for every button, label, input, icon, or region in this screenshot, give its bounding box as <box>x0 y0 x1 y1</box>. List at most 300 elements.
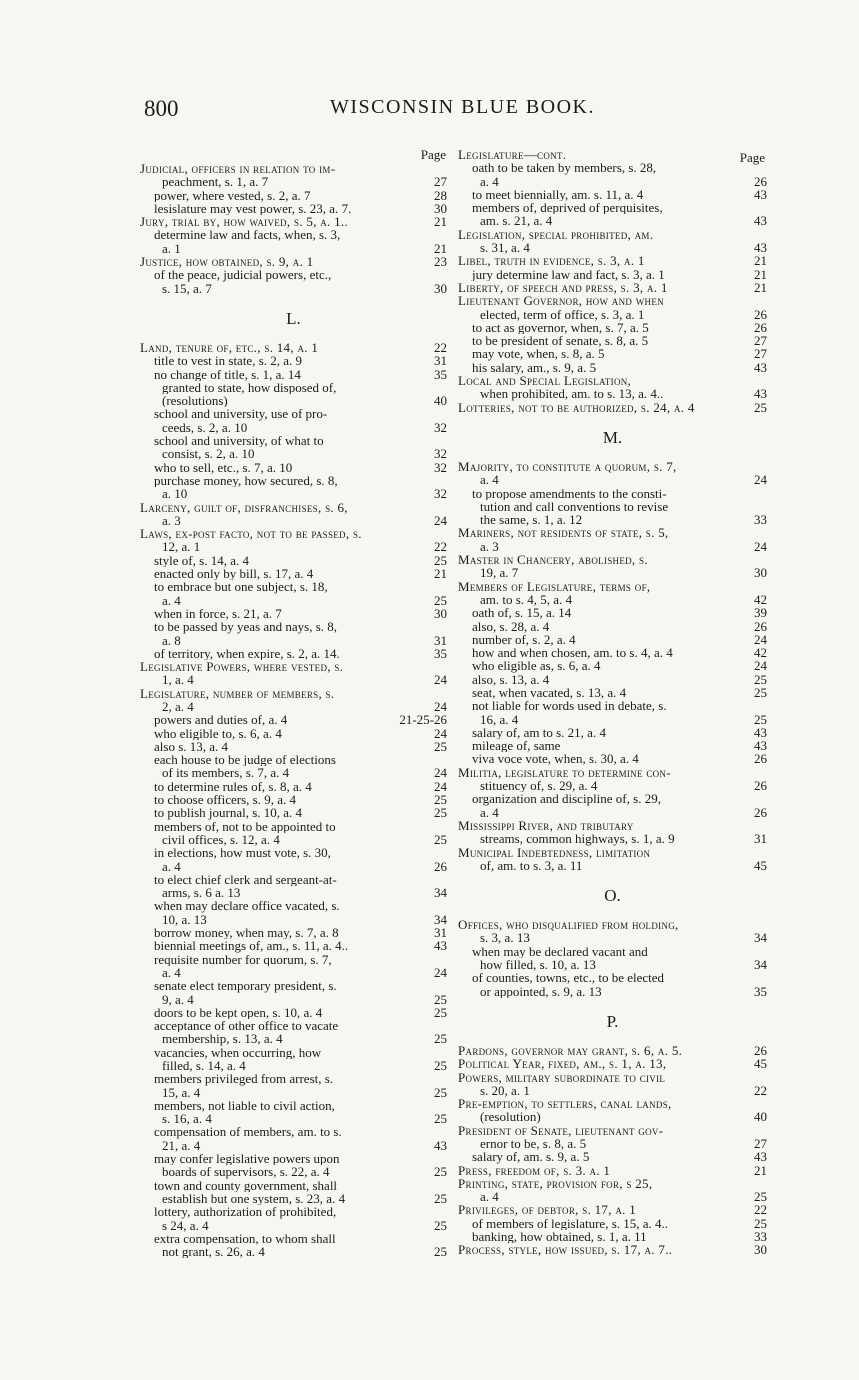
index-entry-continuation <box>140 540 447 553</box>
index-heading-entry <box>140 660 447 673</box>
entry-text: oath of, s. 15, a. 14 <box>472 606 572 620</box>
entry-text: ceeds, s. 2, a. 10 <box>162 420 248 435</box>
index-subentry <box>458 334 767 347</box>
entry-text: school and university, use of pro- <box>154 407 328 421</box>
entry-page-number: 25 <box>751 1190 767 1203</box>
entry-text: the same, s. 1, a. 12 <box>480 513 583 527</box>
index-heading-entry <box>458 918 767 931</box>
entry-page-number: 40 <box>751 1110 767 1123</box>
entry-page-number: 25 <box>751 686 767 699</box>
entry-page-number: 21 <box>751 268 767 281</box>
index-subentry <box>458 347 767 360</box>
index-heading-entry <box>458 294 767 307</box>
index-entry-continuation <box>458 931 767 944</box>
index-subentry <box>458 633 767 646</box>
section-letter: M. <box>602 427 623 447</box>
index-entry-continuation <box>458 1137 767 1150</box>
index-entry-continuation <box>140 447 447 460</box>
entry-page-number: 31 <box>431 354 447 367</box>
index-subentry <box>140 189 447 202</box>
entry-text: s. 16, a. 4 <box>162 1112 212 1126</box>
index-heading-entry <box>140 215 447 228</box>
entry-text: 2, a. 4 <box>162 699 194 714</box>
entry-text: 10, a. 13 <box>162 912 207 927</box>
entry-text: s. 3, a. 13 <box>480 931 530 945</box>
index-entry-continuation <box>458 593 767 606</box>
entry-page-number: 27 <box>431 175 447 188</box>
entry-page-number: 25 <box>431 793 447 806</box>
entry-text: filled, s. 14, a. 4 <box>162 1059 246 1073</box>
left-index-entries <box>140 162 447 1258</box>
entry-page-number: 24 <box>431 966 447 979</box>
entry-page-number: 26 <box>751 175 767 188</box>
entry-page-number: 22 <box>751 1203 767 1216</box>
index-subentry <box>140 793 447 806</box>
index-subentry <box>458 361 767 374</box>
entry-text: a. 3 <box>162 513 181 528</box>
entry-text: to embrace but one subject, s. 18, <box>154 580 328 594</box>
entry-text: 1, a. 4 <box>162 673 194 687</box>
index-subentry <box>458 646 767 659</box>
entry-page-number: 43 <box>431 1139 447 1152</box>
entry-text: members privileged from arrest, s. <box>154 1072 334 1086</box>
entry-text: Local and Special Legislation, <box>458 374 632 388</box>
entry-text: granted to state, how disposed of, <box>162 380 337 395</box>
entry-page-number: 34 <box>431 886 447 899</box>
index-subentry <box>458 487 767 500</box>
entry-text: viva voce vote, when, s. 30, a. 4 <box>472 752 639 766</box>
entry-text: a. 4 <box>162 965 181 980</box>
entry-page-number: 25 <box>751 673 767 686</box>
entry-text: civil offices, s. 12, a. 4 <box>162 832 280 847</box>
entry-text: salary of, am. s. 9, a. 5 <box>472 1150 590 1164</box>
entry-page-number: 25 <box>431 1112 447 1125</box>
entry-text: Judicial, officers in relation to im- <box>140 162 336 176</box>
entry-text: 21, a. 4 <box>162 1138 201 1153</box>
entry-text: 16, a. 4 <box>480 712 519 726</box>
index-subentry <box>140 567 447 580</box>
index-heading-entry <box>458 1164 767 1177</box>
entry-page-number: 21 <box>431 567 447 580</box>
index-subentry <box>140 268 447 281</box>
entry-page-number: 24 <box>431 727 447 740</box>
entry-text: elected, term of office, s. 3, a. 1 <box>480 307 645 321</box>
entry-page-number: 30 <box>751 1243 767 1256</box>
index-heading-entry <box>458 580 767 593</box>
entry-text: Printing, state, provision for, s 25, <box>458 1176 653 1191</box>
entry-text: s. 15, a. 7 <box>162 281 212 295</box>
entry-page-number: 25 <box>431 1059 447 1072</box>
index-subentry <box>458 1217 767 1230</box>
entry-text: arms, s. 6 a. 13 <box>162 886 241 900</box>
entry-text: a. 4 <box>162 593 181 607</box>
index-entry-continuation <box>140 1219 447 1232</box>
entry-page-number: 24 <box>431 700 447 713</box>
entry-page-number: 25 <box>751 713 767 726</box>
index-entry-continuation <box>458 859 767 872</box>
entry-page-number: 25 <box>431 1006 447 1019</box>
index-subentry <box>140 713 447 726</box>
entry-text: to elect chief clerk and sergeant-at- <box>154 872 337 887</box>
entry-page-number: 21 <box>751 1164 767 1177</box>
index-subentry <box>140 873 447 886</box>
entry-text: Process, style, how issued, s. 17, a. 7.. <box>458 1243 673 1257</box>
index-entry-continuation <box>140 487 447 500</box>
entry-text: a. 10 <box>162 487 188 501</box>
entry-page-number: 31 <box>431 634 447 647</box>
entry-text: members of, deprived of perquisites, <box>472 201 663 215</box>
index-subentry <box>140 1205 447 1218</box>
entry-text: Libel, truth in evidence, s. 3, a. 1 <box>458 254 645 268</box>
entry-page-number: 24 <box>431 673 447 686</box>
index-subentry <box>140 926 447 939</box>
entry-text: vacancies, when occurring, how <box>154 1045 322 1059</box>
entry-text: Pardons, governor may grant, s. 6, a. 5. <box>458 1043 683 1058</box>
index-heading-entry <box>458 526 767 539</box>
index-subentry <box>140 753 447 766</box>
index-entry-continuation <box>140 966 447 979</box>
entry-text: stituency of, s. 29, a. 4 <box>480 779 598 793</box>
index-entry-continuation <box>140 673 447 686</box>
entry-text: Liberty, of speech and press, s. 3, a. 1 <box>458 280 668 295</box>
entry-text: also, s. 13, a. 4 <box>472 672 550 686</box>
index-entry-continuation <box>140 886 447 899</box>
entry-text: (resolution) <box>480 1110 541 1124</box>
entry-text: also s. 13, a. 4 <box>154 739 229 754</box>
index-subentry <box>458 739 767 752</box>
right-column-page-label: Page <box>739 150 765 165</box>
entry-text: to propose amendments to the consti- <box>472 486 667 500</box>
index-entry-continuation <box>458 473 767 486</box>
entry-text: to meet biennially, am. s. 11, a. 4 <box>472 187 644 202</box>
index-entry-continuation <box>140 833 447 846</box>
entry-text: establish but one system, s. 23, a. 4 <box>162 1191 346 1206</box>
index-subentry <box>458 686 767 699</box>
entry-page-number: 30 <box>431 282 447 295</box>
entry-page-number: 25 <box>431 1165 447 1178</box>
entry-text: Land, tenure of, etc., s. 14, a. 1 <box>140 340 319 355</box>
entry-page-number: 22 <box>751 1084 767 1097</box>
entry-text: how and when chosen, am. to s. 4, a. 4 <box>472 646 673 660</box>
entry-text: a. 4 <box>162 859 181 873</box>
entry-page-number: 43 <box>751 1150 767 1163</box>
entry-text: purchase money, how secured, s. 8, <box>154 473 338 488</box>
index-entry-continuation <box>140 394 447 407</box>
entry-text: salary of, am to s. 21, a. 4 <box>472 725 606 740</box>
entry-page-number: 43 <box>751 241 767 254</box>
index-subentry <box>140 1046 447 1059</box>
entry-page-number: 43 <box>751 387 767 400</box>
page-title: WISCONSIN BLUE BOOK. <box>330 96 595 118</box>
entry-page-number: 25 <box>431 1086 447 1099</box>
entry-text: lesislature may vest power, s. 23, a. 7. <box>154 201 352 216</box>
entry-text: Press, freedom of, s. 3. a. 1 <box>458 1163 611 1177</box>
entry-text: when may be declared vacant and <box>472 944 648 959</box>
entry-page-number: 25 <box>751 401 767 414</box>
index-entry-continuation <box>140 766 447 779</box>
entry-page-number: 24 <box>431 780 447 793</box>
entry-text: Jury, trial by, how waived, s. 5, a. 1.. <box>140 215 349 229</box>
entry-text: Legislative Powers, where vested, s. <box>140 660 344 674</box>
entry-text: s. 31, a. 4 <box>480 241 530 255</box>
index-subentry <box>140 1152 447 1165</box>
section-letter: P. <box>606 1011 619 1031</box>
index-subentry <box>140 474 447 487</box>
entry-page-number: 35 <box>751 985 767 998</box>
entry-text: who eligible as, s. 6, a. 4 <box>472 659 601 673</box>
entry-text: requisite number for quorum, s. 7, <box>154 952 332 966</box>
index-subentry <box>140 820 447 833</box>
entry-text: seat, when vacated, s. 13, a. 4 <box>472 685 627 700</box>
index-subentry <box>458 971 767 984</box>
entry-text: extra compensation, to whom shall <box>154 1231 336 1246</box>
entry-text: enacted only by bill, s. 17, a. 4 <box>154 567 314 581</box>
index-heading-entry <box>458 228 767 241</box>
entry-text: tution and call conventions to revise <box>480 499 669 514</box>
entry-text: Lieutenant Governor, how and when <box>458 294 664 308</box>
section-letter: L. <box>286 308 301 328</box>
entry-page-number: 32 <box>431 421 447 434</box>
entry-text: President of Senate, lieutenant gov- <box>458 1123 664 1137</box>
entry-text: Mississippi River, and tributary <box>458 818 634 833</box>
entry-text: acceptance of other office to vacate <box>154 1019 339 1033</box>
entry-text: Larceny, guilt of, disfranchises, s. 6, <box>140 500 348 514</box>
index-subentry <box>140 727 447 740</box>
entry-page-number: 25 <box>751 1217 767 1230</box>
entry-page-number: 23 <box>431 255 447 268</box>
entry-text: Powers, military subordinate to civil <box>458 1070 666 1084</box>
index-entry-continuation <box>458 513 767 526</box>
index-entry-continuation <box>140 381 447 394</box>
index-entry-continuation <box>458 713 767 726</box>
entry-page-number: 34 <box>751 931 767 944</box>
index-subentry <box>458 321 767 334</box>
entry-text: borrow money, when may, s. 7, a. 8 <box>154 926 339 940</box>
index-entry-continuation <box>458 566 767 579</box>
entry-text: when in force, s. 21, a. 7 <box>154 606 282 621</box>
entry-text: doors to be kept open, s. 10, a. 4 <box>154 1005 323 1020</box>
entry-text: title to vest in state, s. 2, a. 9 <box>154 354 303 368</box>
index-heading-entry <box>458 1243 767 1256</box>
index-heading-entry <box>458 374 767 387</box>
index-entry-continuation <box>458 1190 767 1203</box>
entry-page-number: 40 <box>431 394 447 407</box>
entry-text: 15, a. 4 <box>162 1085 201 1099</box>
entry-page-number: 25 <box>431 833 447 846</box>
index-subentry <box>140 740 447 753</box>
entry-text: not grant, s. 26, a. 4 <box>162 1245 265 1259</box>
entry-page-number: 21 <box>751 254 767 267</box>
entry-page-number: 24 <box>751 659 767 672</box>
index-entry-continuation <box>140 282 447 295</box>
entry-text: Pre-emption, to settlers, canal lands, <box>458 1097 672 1111</box>
index-heading-entry <box>458 401 767 414</box>
entry-text: determine law and facts, when, s. 3, <box>154 228 341 242</box>
entry-text: Militia, legislature to determine con- <box>458 765 671 780</box>
index-heading-entry <box>140 527 447 540</box>
entry-page-number: 43 <box>751 739 767 752</box>
index-entry-continuation <box>140 1139 447 1152</box>
index-subentry <box>140 1179 447 1192</box>
index-entry-continuation <box>458 241 767 254</box>
index-subentry <box>140 1006 447 1019</box>
index-subentry <box>458 606 767 619</box>
entry-page-number: 43 <box>751 188 767 201</box>
entry-text: a. 4 <box>480 473 499 487</box>
entry-page-number: 28 <box>431 189 447 202</box>
entry-text: Mariners, not residents of state, s. 5, <box>458 526 669 540</box>
index-subentry <box>140 953 447 966</box>
index-subentry <box>458 792 767 805</box>
index-subentry <box>140 354 447 367</box>
entry-text: boards of supervisors, s. 22, a. 4 <box>162 1165 330 1179</box>
index-subentry <box>140 806 447 819</box>
entry-text: each house to be judge of elections <box>154 753 336 767</box>
entry-text: Political Year, fixed, am., s. 1, a. 13, <box>458 1057 667 1071</box>
index-subentry <box>140 580 447 593</box>
index-subentry <box>458 726 767 739</box>
entry-text: (resolutions) <box>162 394 228 408</box>
entry-text: Municipal Indebtedness, limitation <box>458 845 651 859</box>
entry-text: to be president of senate, s. 8, a. 5 <box>472 334 649 348</box>
index-entry-continuation <box>458 1084 767 1097</box>
entry-page-number: 45 <box>751 859 767 872</box>
index-heading-entry <box>458 1177 767 1190</box>
entry-page-number: 42 <box>751 646 767 659</box>
entry-page-number: 30 <box>751 566 767 579</box>
entry-text: of, am. to s. 3, a. 11 <box>480 858 583 873</box>
index-heading-entry <box>458 1203 767 1216</box>
entry-page-number: 27 <box>751 1137 767 1150</box>
left-index-column <box>140 148 447 1258</box>
entry-page-number: 39 <box>751 606 767 619</box>
entry-page-number: 26 <box>431 860 447 873</box>
entry-text: no change of title, s. 1, a. 14 <box>154 367 301 381</box>
entry-page-number: 26 <box>751 321 767 334</box>
entry-text: banking, how obtained, s. 1, a. 11 <box>472 1230 647 1244</box>
entry-page-number: 32 <box>431 487 447 500</box>
entry-text: Legislation, special prohibited, am. <box>458 227 654 242</box>
index-entry-continuation <box>140 700 447 713</box>
entry-page-number: 25 <box>431 993 447 1006</box>
index-subentry <box>140 939 447 952</box>
index-subentry <box>140 434 447 447</box>
entry-text: 12, a. 1 <box>162 540 201 554</box>
index-subentry <box>458 620 767 633</box>
entry-page-number: 24 <box>751 473 767 486</box>
entry-text: style of, s. 14, a. 4 <box>154 553 249 568</box>
index-subentry <box>140 1019 447 1032</box>
entry-text: streams, common highways, s. 1, a. 9 <box>480 832 675 846</box>
entry-page-number: 43 <box>751 361 767 374</box>
index-subentry <box>140 647 447 660</box>
entry-text: Legislature—cont. <box>458 148 567 162</box>
entry-text: who to sell, etc., s. 7, a. 10 <box>154 460 293 474</box>
entry-text: am. s. 21, a. 4 <box>480 214 553 228</box>
entry-page-number: 25 <box>431 1245 447 1258</box>
index-entry-continuation <box>140 913 447 926</box>
entry-text: when prohibited, am. to s. 13, a. 4.. <box>480 387 664 401</box>
index-subentry <box>140 407 447 420</box>
entry-page-number: 32 <box>431 461 447 474</box>
index-entry-continuation <box>458 387 767 400</box>
index-subentry <box>140 202 447 215</box>
entry-page-number: 27 <box>751 334 767 347</box>
entry-page-number: 25 <box>431 740 447 753</box>
entry-text: to act as governor, when, s. 7, a. 5 <box>472 320 649 335</box>
right-index-entries <box>458 148 767 1257</box>
entry-text: members, not liable to civil action, <box>154 1098 335 1113</box>
entry-text: town and county government, shall <box>154 1178 338 1192</box>
index-heading-entry <box>140 501 447 514</box>
entry-page-number: 25 <box>431 554 447 567</box>
entry-text: of the peace, judicial powers, etc., <box>154 268 332 282</box>
index-subentry <box>140 1072 447 1085</box>
index-heading-entry <box>458 254 767 267</box>
index-entry-continuation <box>458 779 767 792</box>
entry-text: 9, a. 4 <box>162 992 194 1006</box>
index-subentry <box>458 188 767 201</box>
entry-page-number: 24 <box>431 514 447 527</box>
entry-page-number: 43 <box>751 726 767 739</box>
index-heading-entry <box>458 1124 767 1137</box>
index-heading-entry <box>458 1071 767 1084</box>
entry-page-number: 21 <box>431 242 447 255</box>
index-heading-entry <box>458 460 767 473</box>
index-entry-continuation <box>458 214 767 227</box>
entry-text: powers and duties of, a. 4 <box>154 713 288 727</box>
entry-page-number: 24 <box>751 633 767 646</box>
entry-text: Master in Chancery, abolished, s. <box>458 553 648 567</box>
entry-page-number: 25 <box>431 806 447 819</box>
entry-page-number: 31 <box>431 926 447 939</box>
entry-text: a. 3 <box>480 539 499 554</box>
index-subentry <box>458 752 767 765</box>
index-entry-continuation <box>140 594 447 607</box>
index-entry-continuation <box>140 1245 447 1258</box>
index-heading-entry <box>140 341 447 354</box>
index-heading-entry <box>458 148 767 161</box>
index-entry-continuation <box>140 860 447 873</box>
entry-page-number: 26 <box>751 779 767 792</box>
entry-text: how filled, s. 10, a. 13 <box>480 958 596 972</box>
entry-text: to be passed by yeas and nays, s. 8, <box>154 620 338 634</box>
entry-text: of territory, when expire, s. 2, a. 14. <box>154 646 340 661</box>
entry-text: ernor to be, s. 8, a. 5 <box>480 1137 587 1151</box>
entry-text: school and university, of what to <box>154 434 324 448</box>
index-entry-continuation <box>458 985 767 998</box>
entry-text: in elections, how must vote, s. 30, <box>154 846 331 860</box>
entry-page-number: 27 <box>751 347 767 360</box>
index-subentry <box>458 945 767 958</box>
entry-page-number: 34 <box>751 958 767 971</box>
index-entry-continuation <box>458 540 767 553</box>
index-heading-entry <box>140 687 447 700</box>
entry-text: a. 4 <box>480 1190 499 1204</box>
page-header <box>144 96 744 122</box>
page-number: 800 <box>144 96 179 121</box>
entry-page-number: 25 <box>431 1032 447 1045</box>
entry-text: organization and discipline of, s. 29, <box>472 792 661 806</box>
entry-text: number of, s. 2, a. 4 <box>472 632 576 647</box>
entry-text: not liable for words used in debate, s. <box>472 699 667 713</box>
entry-page-number: 34 <box>431 913 447 926</box>
index-subentry <box>140 607 447 620</box>
entry-text: to determine rules of, s. 8, a. 4 <box>154 779 312 794</box>
index-heading-entry <box>140 162 447 175</box>
entry-page-number: 26 <box>751 752 767 765</box>
index-entry-continuation <box>140 1059 447 1072</box>
